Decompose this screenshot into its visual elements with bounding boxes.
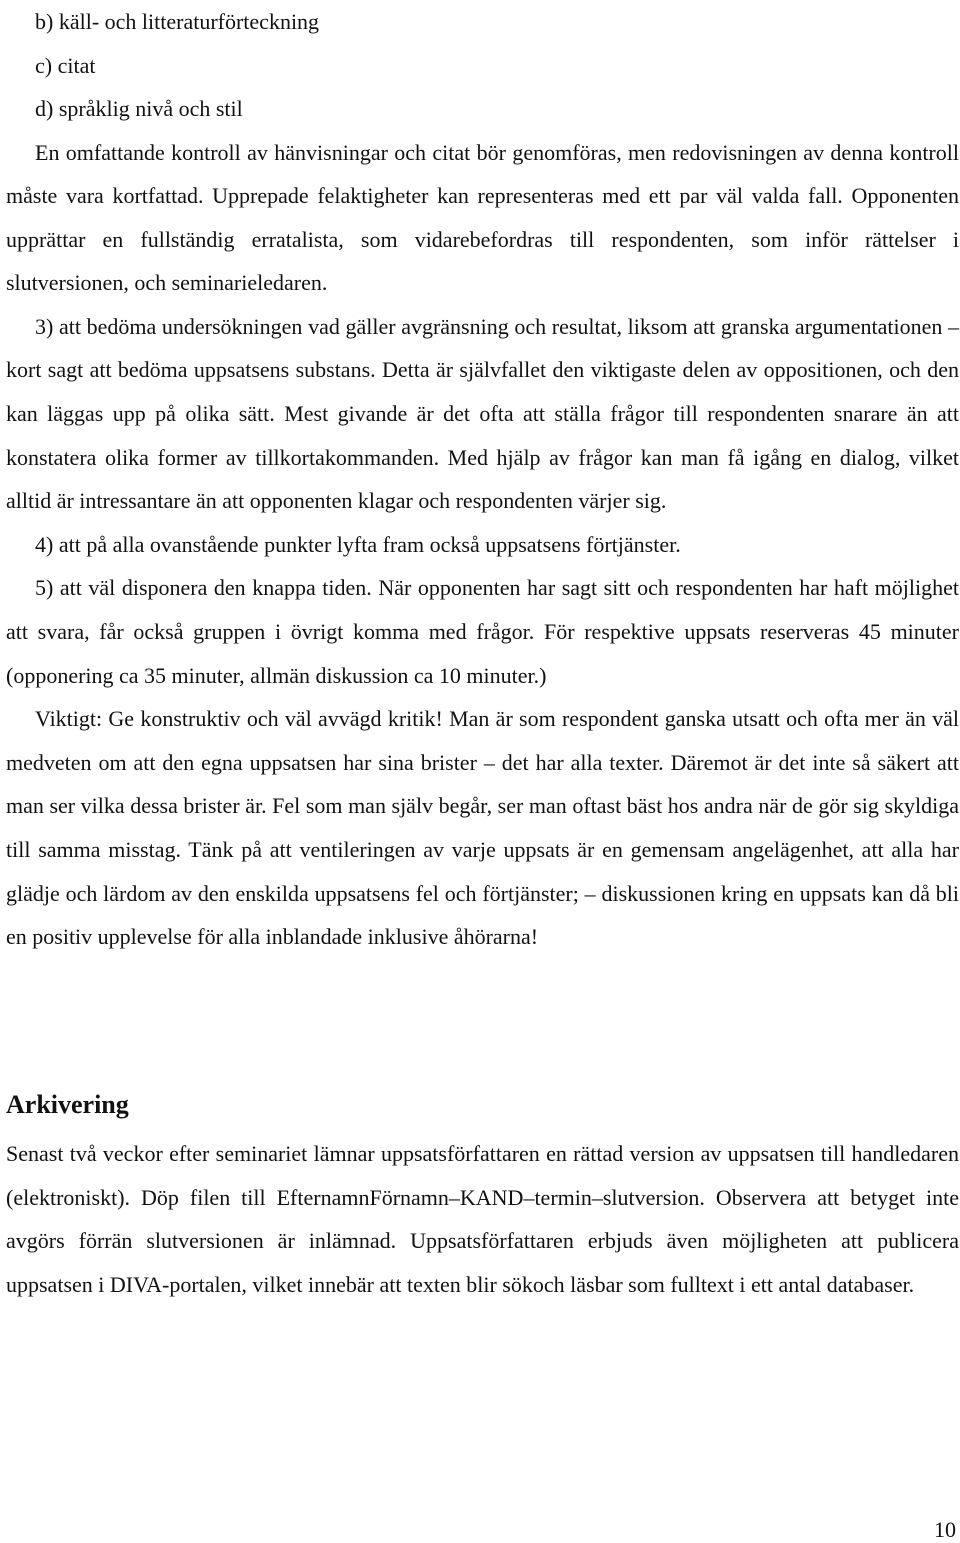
list-item-quotes: c) citat [35,52,96,78]
section-heading-wrap [6,1083,129,1127]
paragraph-point-3: 3) att bedöma undersökningen vad gäller avgränsning och resultat, liksom att granska argumentationen – kort sagt att bedöma uppsatsens substans. Detta är självfallet den viktigaste delen av oppositionen, och den kan läggas upp på olika sätt. Mest givande är det ofta att ställa frågor till respondenten snarare än att konstatera olika former av tillkortakommanden. Med hjälp av frågor kan man få igång en dialog, vilket alltid är intressantare än att opponenten klagar och respondenten värjer sig. [6,313,959,514]
paragraph-point-5: 5) att väl disponera den knappa tiden. När opponenten har sagt sitt och respondenten har haft möjlighet att svara, får också gruppen i övrigt komma med frågor. För respektive uppsats reserveras 45 minuter (opponering ca 35 minuter, allmän diskussion ca 10 minuter.) [6,575,959,688]
list-item-references: b) käll- och litteraturförteckning [35,9,320,34]
paragraph-important: Viktigt: Ge konstruktiv och väl avvägd kritik! Man är som respondent ganska utsatt och ofta mer än väl medveten om att den egna uppsatsen har sina brister – det har alla texter. Däremot är det inte så säkert att man ser vilka dessa brister är. Fel som man själv begår, ser man oftast bäst hos andra när de gör sig skyldiga till samma misstag. Tänk på att ventileringen av varje uppsats är en gemensam angelägenhet, att alla har glädje och lärdom av den enskilda uppsatsens fel och förtjänster; – diskussionen kring en uppsats kan då bli en positiv upplevelse för alla inblandade inklusive åhörarna! [6,706,959,950]
list-item-language-level: d) språklig nivå och stil [35,96,243,121]
paragraph-reference-control: En omfattande kontroll av hänvisningar och citat bör genomföras, men redovisningen av denna kontroll måste vara kortfattad. Upprepade felaktigheter kan representeras med ett par väl valda fall. Opponenten upprättar en fullständig erratalista, som vidarebefordras till respondenten, som inför rättelser i slutversionen, och seminarieledaren. [6,139,959,296]
page-body [6,0,959,959]
paragraph-point-4: 4) att på alla ovanstående punkter lyfta fram också uppsatsens förtjänster. [35,531,681,557]
section-heading: Arkivering [6,1090,129,1119]
page-number: 10 [934,1517,956,1542]
section-body-wrap [6,1132,959,1306]
section-body: Senast två veckor efter seminariet lämnar uppsatsförfattaren en rättad version av uppsatsen till handledaren (elektroniskt). Döp filen till EfternamnFörnamn–KAND–termin–slutversion. Observera att betyget inte avgörs förrän slutversionen är inlämnad. Uppsatsförfattaren erbjuds även möjligheten att publicera uppsatsen i DIVA-portalen, vilket innebär att texten blir sökoch läsbar som fulltext i ett antal databaser. [6,1141,959,1297]
